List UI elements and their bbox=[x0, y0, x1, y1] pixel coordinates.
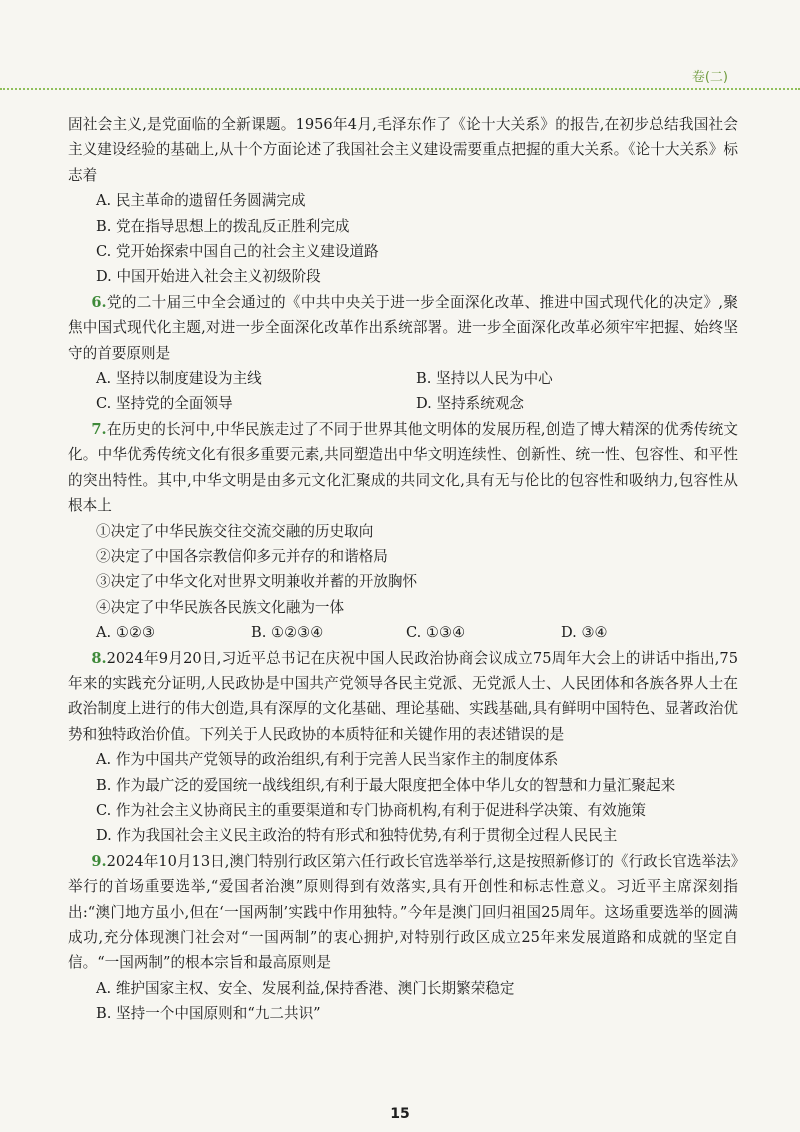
question-6-text bbox=[68, 290, 738, 366]
question-7-statement-1: ①决定了中华民族交往交流交融的历史取向 bbox=[96, 522, 374, 540]
volume-tag: 卷(二) bbox=[691, 70, 728, 85]
question-5 bbox=[68, 112, 738, 290]
question-5-option-b: B. 党在指导思想上的拨乱反正胜利完成 bbox=[96, 217, 350, 235]
question-7-stem: 在历史的长河中,中华民族走过了不同于世界其他文明体的发展历程,创造了博大精深的优秀传统文化。中华优秀传统文化有很多重要元素,共同塑造出中华文明连续性、创新性、统一性、包容性、和平性的突出特性。其中,中华文明是由多元文化汇聚成的共同文化,具有无与伦比的包容性和吸纳力,包容性从根本上 bbox=[68, 420, 738, 515]
question-5-option-a: A. 民主革命的遗留任务圆满完成 bbox=[96, 192, 306, 210]
question-8-text bbox=[68, 646, 738, 748]
question-6-options-row-1 bbox=[68, 366, 738, 391]
question-5-option-d: D. 中国开始进入社会主义初级阶段 bbox=[96, 268, 321, 286]
header-divider bbox=[0, 88, 800, 90]
page-content bbox=[68, 112, 738, 1027]
question-9 bbox=[68, 849, 738, 1027]
question-7-option-d: D. ③④ bbox=[561, 624, 608, 642]
question-8 bbox=[68, 646, 738, 849]
question-7-number: 7. bbox=[91, 420, 107, 438]
question-6-option-a: A. 坚持以制度建设为主线 bbox=[96, 370, 262, 388]
question-7-statement-4: ④决定了中华民族各民族文化融为一体 bbox=[96, 598, 345, 616]
question-6-option-c: C. 坚持党的全面领导 bbox=[96, 395, 233, 413]
question-6-number: 6. bbox=[91, 293, 107, 311]
question-7-option-a: A. ①②③ bbox=[96, 624, 156, 642]
question-6 bbox=[68, 290, 738, 417]
question-8-option-b: B. 作为最广泛的爱国统一战线组织,有利于最大限度把全体中华儿女的智慧和力量汇聚起来 bbox=[96, 776, 676, 794]
question-5-stem: 固社会主义,是党面临的全新课题。1956年4月,毛泽东作了《论十大关系》的报告,在初步总结我国社会主义建设经验的基础上,从十个方面论述了我国社会主义建设需要重点把握的重大关系。《论十大关系》标志着 bbox=[68, 116, 738, 184]
question-8-option-c: C. 作为社会主义协商民主的重要渠道和专门协商机构,有利于促进科学决策、有效施策 bbox=[96, 801, 646, 819]
question-6-option-d: D. 坚持系统观念 bbox=[416, 395, 525, 413]
question-7-option-b: B. ①②③④ bbox=[251, 624, 324, 642]
question-7-statement-3: ③决定了中华文化对世界文明兼收并蓄的开放胸怀 bbox=[96, 573, 418, 591]
question-8-number: 8. bbox=[91, 649, 107, 667]
question-5-option-c: C. 党开始探索中国自己的社会主义建设道路 bbox=[96, 243, 379, 261]
question-9-text bbox=[68, 849, 738, 976]
question-7-options bbox=[68, 620, 738, 645]
question-8-option-a: A. 作为中国共产党领导的政治组织,有利于完善人民当家作主的制度体系 bbox=[96, 751, 559, 769]
question-7-text bbox=[68, 417, 738, 519]
question-6-options-row-2 bbox=[68, 391, 738, 416]
question-9-option-a: A. 维护国家主权、安全、发展利益,保持香港、澳门长期繁荣稳定 bbox=[96, 979, 515, 997]
question-8-stem: 2024年9月20日,习近平总书记在庆祝中国人民政治协商会议成立75周年大会上的讲话中指出,75年来的实践充分证明,人民政协是中国共产党领导各民主党派、无党派人士、人民团体和各族各界人士在政治制度上进行的伟大创造,具有深厚的文化基础、理论基础、实践基础,具有鲜明中国特色、显著政治优势和独特政治价值。下列关于人民政协的本质特征和关键作用的表述错误的是 bbox=[68, 649, 738, 743]
question-8-option-d: D. 作为我国社会主义民主政治的特有形式和独特优势,有利于贯彻全过程人民民主 bbox=[96, 827, 618, 845]
question-7-option-c: C. ①③④ bbox=[406, 624, 466, 642]
question-7-statement-2: ②决定了中国各宗教信仰多元并存的和谐格局 bbox=[96, 547, 388, 565]
question-7 bbox=[68, 417, 738, 646]
question-6-option-b: B. 坚持以人民为中心 bbox=[416, 370, 553, 388]
question-9-stem: 2024年10月13日,澳门特别行政区第六任行政长官选举举行,这是按照新修订的《行政长官选举法》举行的首场重要选举,“爱国者治澳”原则得到有效落实,具有开创性和标志性意义。习近平主席深刻指出:“澳门地方虽小,但在‘一国两制’实践中作用独特。”今年是澳门回归祖国25周年。这场重要选举的圆满成功,充分体现澳门社会对“一国两制”的衷心拥护,对特别行政区成立25年来发展道路和成就的坚定自信。“一国两制”的根本宗旨和最高原则是 bbox=[68, 852, 738, 972]
question-6-stem: 党的二十届三中全会通过的《中共中央关于进一步全面深化改革、推进中国式现代化的决定》,聚焦中国式现代化主题,对进一步全面深化改革作出系统部署。进一步全面深化改革必须牢牢把握、始终坚守的首要原则是 bbox=[68, 293, 738, 362]
page-number: 15 bbox=[390, 1106, 410, 1122]
question-9-option-b: B. 坚持一个中国原则和“九二共识” bbox=[96, 1005, 321, 1023]
question-9-number: 9. bbox=[91, 852, 107, 870]
